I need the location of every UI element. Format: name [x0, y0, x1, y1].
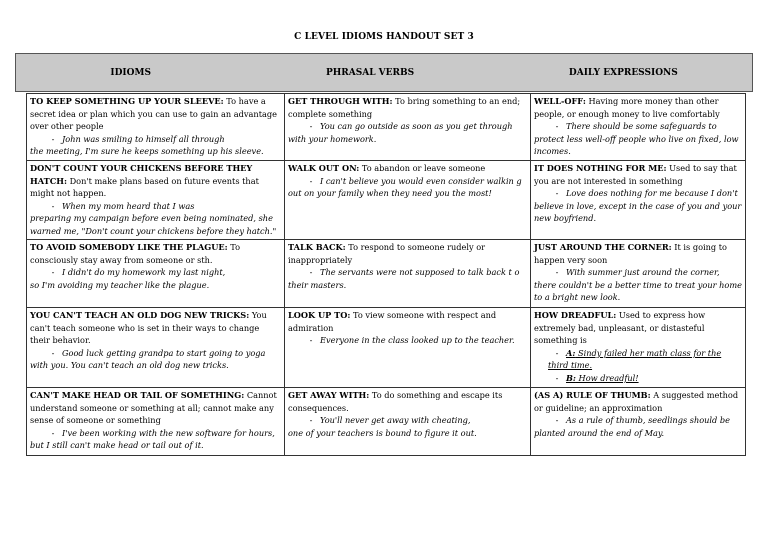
example-line: - Everyone in the class looked up to the teacher. [309, 335, 515, 346]
example-line: - I've been working with the new software for hours, [51, 427, 275, 438]
idiom-definition: Cannot understand someone or something at all; cannot make any sense of someone or something [30, 390, 277, 426]
phrasal-cell [285, 94, 531, 161]
example-line: - You'll never get away with cheating, [309, 415, 471, 426]
header-daily-expressions: DAILY EXPRESSIONS [568, 67, 678, 78]
phrasal-definition: To bring something to an end; complete something [288, 96, 521, 119]
example-line: so I'm avoiding my teacher like the plague. [30, 279, 210, 290]
table-row [27, 94, 746, 161]
phrasal-cell [285, 388, 531, 456]
daily-definition: Used to say that you are not interested in something [534, 163, 737, 186]
phrasal-term: TALK BACK: [288, 242, 346, 252]
example-line: - There should be some safeguards to [555, 121, 717, 132]
table-header [15, 53, 753, 92]
idiom-term: TO AVOID SOMEBODY LIKE THE PLAGUE: [30, 242, 228, 252]
dialog-line-b: - B: How dreadful! [555, 372, 639, 383]
phrasal-term: GET AWAY WITH: [288, 390, 370, 400]
daily-cell [531, 308, 746, 388]
daily-term: WELL-OFF: [534, 96, 586, 106]
example-line: - When my mom heard that I was [51, 200, 195, 211]
idiom-cell [27, 240, 285, 308]
daily-cell [531, 388, 746, 456]
example-line: - With summer just around the corner, [555, 267, 720, 278]
example-line: - Good luck getting grandpa to start going to yoga [51, 347, 266, 358]
daily-term: HOW DREADFUL: [534, 310, 617, 320]
idiom-definition: To consciously stay away from someone or sth. [30, 242, 241, 265]
table-row [27, 308, 746, 388]
idiom-cell [27, 308, 285, 388]
daily-definition: It is going to happen very soon [534, 242, 727, 265]
example-line: - I can't believe you would even consider walkin g [309, 175, 522, 186]
phrasal-definition: To respond to someone rudely or inappropriately [288, 242, 486, 265]
example-line: - As a rule of thumb, seedlings should be [555, 415, 730, 426]
daily-definition: Having more money than other people, or enough money to live comfortably [534, 96, 720, 119]
example-line: out on your family when they need you the most! [288, 188, 492, 199]
idiom-term: YOU CAN'T TEACH AN OLD DOG NEW TRICKS: [30, 310, 250, 320]
example-line: the meeting, I'm sure he keeps something up his sleeve. [30, 146, 264, 157]
phrasal-definition: To do something and escape its consequences. [288, 390, 503, 413]
example-line: protect less well-off people who live on fixed, low incomes. [534, 133, 739, 157]
example-line: but I still can't make head or tail out of it. [30, 440, 204, 451]
daily-term: IT DOES NOTHING FOR ME: [534, 163, 667, 173]
example-line: preparing my campaign before even being nominated, she warned me, "Don't count your chickens before they hatch." [30, 213, 277, 236]
example-line: believe in love, except in the case of you and your new boyfriend. [534, 200, 742, 224]
idiom-term: TO KEEP SOMETHING UP YOUR SLEEVE: [30, 96, 224, 106]
daily-cell [531, 240, 746, 308]
phrasal-cell [285, 308, 531, 388]
daily-term: (AS A) RULE OF THUMB: [534, 390, 651, 400]
header-idioms: IDIOMS [110, 67, 151, 78]
example-line: there couldn't be a better time to treat your home to a bright new look. [534, 279, 742, 303]
daily-cell [531, 94, 746, 161]
example-line: one of your teachers is bound to figure it out. [288, 427, 477, 438]
phrasal-cell [285, 240, 531, 308]
idiom-cell [27, 161, 285, 240]
phrasal-term: WALK OUT ON: [288, 163, 360, 173]
example-line: - I didn't do my homework my last night, [51, 267, 226, 278]
table-row [27, 240, 746, 308]
example-line: - Love does nothing for me because I don't [555, 188, 738, 199]
example-line: planted around the end of May. [534, 427, 665, 438]
idioms-table [26, 93, 746, 456]
header-phrasal-verbs: PHRASAL VERBS [325, 67, 415, 78]
dialog-line-a: - A: Sindy failed her math class for the third time. [548, 347, 722, 371]
idiom-term: CAN'T MAKE HEAD OR TAIL OF SOMETHING: [30, 390, 245, 400]
phrasal-definition: To view someone with respect and admiration [288, 310, 497, 333]
idiom-definition: To have a secret idea or plan which you can use to gain an advantage over other people [30, 96, 277, 132]
example-line: - You can go outside as soon as you get through [309, 121, 513, 132]
phrasal-definition: To abandon or leave someone [359, 163, 486, 173]
example-line: with your homework. [288, 133, 377, 144]
idiom-cell [27, 388, 285, 456]
example-line: - John was smiling to himself all through [51, 133, 225, 144]
table-row [27, 388, 746, 456]
phrasal-cell [285, 161, 531, 240]
phrasal-term: GET THROUGH WITH: [288, 96, 393, 106]
daily-term: JUST AROUND THE CORNER: [534, 242, 672, 252]
example-line: their masters. [288, 279, 347, 290]
example-line: with you. You can't teach an old dog new tricks. [30, 360, 229, 371]
idiom-cell [27, 94, 285, 161]
daily-cell [531, 161, 746, 240]
document-title: C LEVEL IDIOMS HANDOUT SET 3 [294, 32, 474, 42]
example-line: - The servants were not supposed to talk back t o [309, 267, 520, 278]
phrasal-term: LOOK UP TO: [288, 310, 351, 320]
idiom-definition: You can't teach someone who is set in their ways to change their behavior. [30, 310, 267, 346]
daily-definition: A suggested method or guideline; an approximation [534, 390, 739, 413]
idiom-term: DON'T COUNT YOUR CHICKENS BEFORE THEY HATCH: [30, 163, 253, 186]
table-row [27, 161, 746, 240]
daily-definition: Used to express how extremely bad, unpleasant, or distasteful something is [534, 310, 706, 346]
idiom-definition: Don't make plans based on future events that might not happen. [30, 175, 259, 199]
